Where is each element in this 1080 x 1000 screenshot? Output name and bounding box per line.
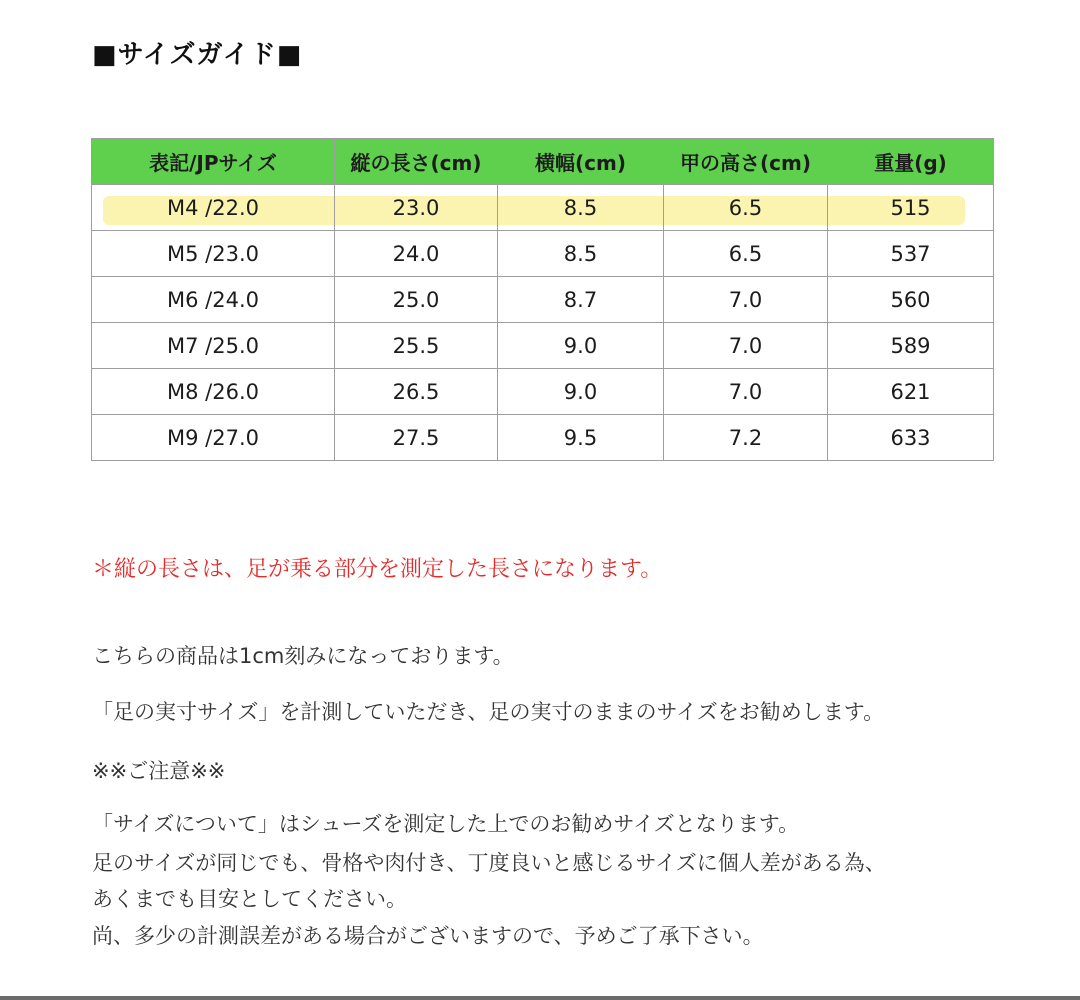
cell-width: 9.5 (498, 415, 664, 461)
cell-size: M6 /24.0 (92, 277, 335, 323)
cell-width: 8.5 (498, 185, 664, 231)
header-width: 横幅(cm) (498, 139, 664, 185)
table-row (92, 185, 994, 231)
cell-instep-height: 7.0 (664, 277, 828, 323)
table-row (92, 369, 994, 415)
size-table (91, 138, 994, 461)
cell-weight: 633 (828, 415, 994, 461)
cell-length: 23.0 (335, 185, 498, 231)
cell-instep-height: 7.2 (664, 415, 828, 461)
cell-width: 9.0 (498, 323, 664, 369)
cell-width: 8.7 (498, 277, 664, 323)
caution-line-2: 足のサイズが同じでも、骨格や肉付き、丁度良いと感じるサイズに個人差がある為、 (92, 851, 886, 875)
cell-width: 8.5 (498, 231, 664, 277)
cell-length: 25.5 (335, 323, 498, 369)
cell-length: 26.5 (335, 369, 498, 415)
recommendation-note: 「足の実寸サイズ」を計測していただき、足の実寸のままのサイズをお勧めします。 (92, 700, 885, 724)
header-jp-size: 表記/JPサイズ (92, 139, 335, 185)
header-instep-height: 甲の高さ(cm) (664, 139, 828, 185)
table-header-row (92, 139, 994, 185)
cell-weight: 560 (828, 277, 994, 323)
cell-instep-height: 6.5 (664, 231, 828, 277)
increment-note: こちらの商品は1cm刻みになっております。 (92, 644, 514, 668)
cell-size: M4 /22.0 (92, 185, 335, 231)
header-weight: 重量(g) (828, 139, 994, 185)
cell-weight: 621 (828, 369, 994, 415)
caution-line-1: 「サイズについて」はシューズを測定した上でのお勧めサイズとなります。 (92, 812, 800, 836)
cell-size: M9 /27.0 (92, 415, 335, 461)
caution-line-3: あくまでも目安としてください。 (92, 887, 407, 911)
cell-weight: 515 (828, 185, 994, 231)
page-title: ■サイズガイド■ (92, 40, 303, 70)
header-length: 縦の長さ(cm) (335, 139, 498, 185)
table-row (92, 231, 994, 277)
cell-instep-height: 7.0 (664, 369, 828, 415)
cell-length: 24.0 (335, 231, 498, 277)
table-row (92, 277, 994, 323)
cell-size: M8 /26.0 (92, 369, 335, 415)
cell-size: M7 /25.0 (92, 323, 335, 369)
table-row (92, 415, 994, 461)
cell-instep-height: 7.0 (664, 323, 828, 369)
cell-length: 25.0 (335, 277, 498, 323)
length-note: ＊縦の長さは、足が乗る部分を測定した長さになります。 (92, 557, 663, 582)
cell-width: 9.0 (498, 369, 664, 415)
cell-size: M5 /23.0 (92, 231, 335, 277)
caution-line-4: 尚、多少の計測誤差がある場合がございますので、予めご了承下さい。 (92, 924, 764, 948)
cell-instep-height: 6.5 (664, 185, 828, 231)
cell-weight: 537 (828, 231, 994, 277)
caution-heading: ※※ご注意※※ (92, 759, 226, 783)
cell-weight: 589 (828, 323, 994, 369)
bottom-border (0, 996, 1080, 1000)
cell-length: 27.5 (335, 415, 498, 461)
table-row (92, 323, 994, 369)
